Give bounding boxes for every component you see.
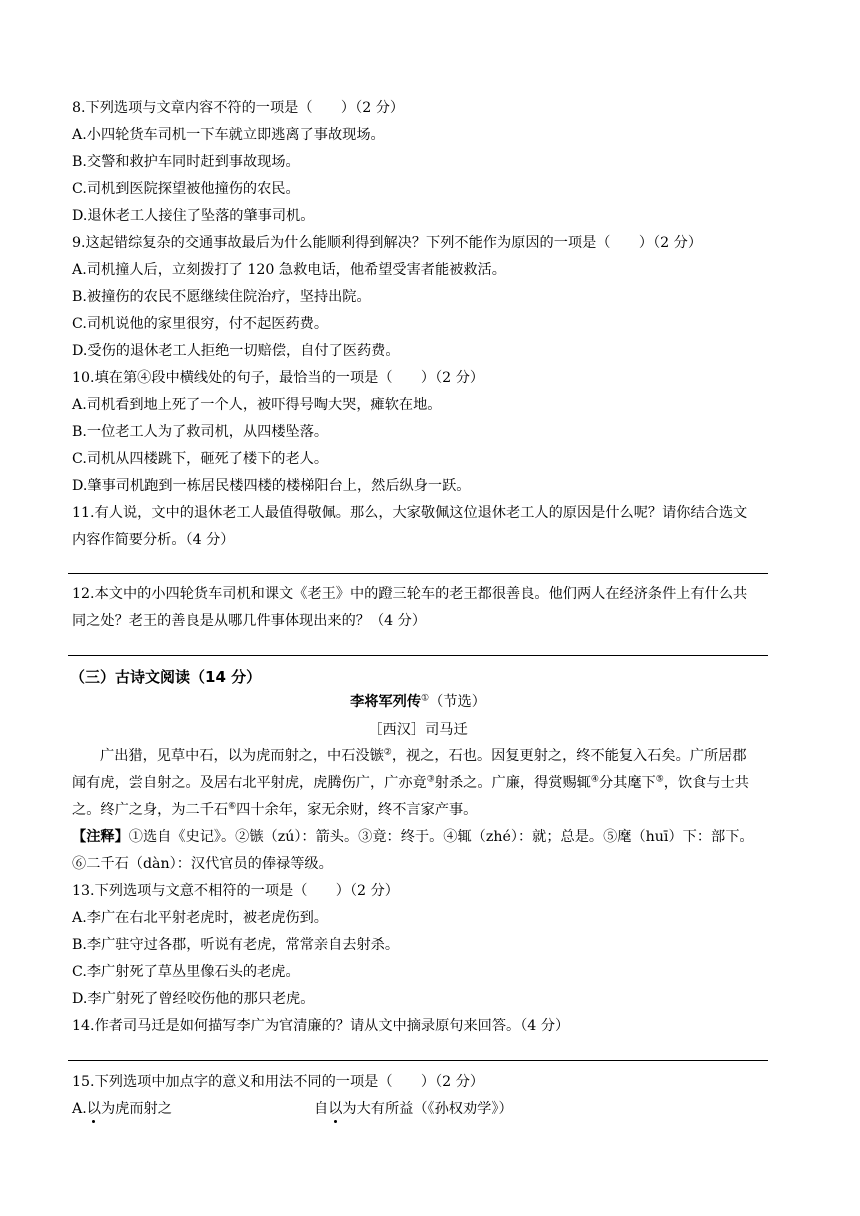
q9-stem: 9.这起错综复杂的交通事故最后为什么能顺利得到解决？下列不能作为原因的一项是（ ）（2 分）	[72, 235, 703, 251]
q8-option-c: C.司机到医院探望被他撞伤的农民。	[72, 181, 300, 197]
passage-text: ，视之，石也。因复更射之，终不能复入石矣。广所居郡	[391, 748, 747, 764]
q15-option-a-right	[314, 1099, 513, 1119]
passage-line-3	[72, 800, 477, 820]
q9-option-b: B.被撞伤的农民不愿继续住院治疗，坚持出院。	[72, 289, 371, 305]
passage-text: 射杀之。广廉，得赏赐辄	[434, 775, 591, 791]
q13-stem: 13.下列选项与文意不相符的一项是（ ）（2 分）	[72, 883, 399, 899]
passage-title-line	[68, 692, 768, 712]
passage-text: 之。终广之身，为二千石	[72, 802, 229, 818]
passage-author: ［西汉］司马迁	[368, 722, 468, 738]
q10-option-b: B.一位老工人为了救司机，从四楼坠落。	[72, 424, 329, 440]
note-ref: ④	[590, 774, 599, 785]
option-text: 为虎而射之	[100, 1101, 172, 1117]
q8-option-a: A.小四轮货车司机一下车就立即逃离了事故现场。	[72, 127, 385, 143]
section-heading: （三）古诗文阅读（14 分）	[70, 668, 262, 686]
passage-text: 四十余年，家无余财，终不言家产事。	[236, 802, 478, 818]
note-ref: ③	[426, 774, 435, 785]
q11-stem-line2: 内容作简要分析。（4 分）	[72, 532, 235, 548]
q12-answer-line[interactable]	[68, 655, 768, 656]
q13-option-d: D.李广射死了曾经咬伤他的那只老虎。	[72, 991, 315, 1007]
note-ref: ⑤	[655, 774, 664, 785]
passage-title: 李将军列传	[350, 694, 422, 710]
passage-text: ，饮食与士共	[663, 775, 749, 791]
q10-option-d: D.肇事司机跑到一栋居民楼四楼的楼梯阳台上，然后纵身一跃。	[72, 478, 471, 494]
passage-line-1	[100, 746, 747, 766]
option-label: A.	[72, 1101, 87, 1117]
q14-stem: 14.作者司马迁是如何描写李广为官清廉的？请从文中摘录原句来回答。（4 分）	[72, 1018, 570, 1034]
dotted-char: 以	[86, 1101, 101, 1117]
note-ref: ⑥	[228, 801, 237, 812]
q13-option-b: B.李广驻守过各郡，听说有老虎，常常亲自去射杀。	[72, 937, 400, 953]
option-text: 自	[314, 1101, 329, 1117]
option-text: 为大有所益（《孙权劝学》）	[342, 1101, 513, 1117]
q9-option-c: C.司机说他的家里很穷，付不起医药费。	[72, 316, 329, 332]
q9-option-d: D.受伤的退休老工人拒绝一切赔偿，自付了医药费。	[72, 343, 400, 359]
passage-title-note: ①	[421, 693, 430, 704]
notes-line-1	[72, 827, 754, 847]
q15-option-a-left	[72, 1099, 172, 1119]
q8-option-d: D.退休老工人接住了坠落的肇事司机。	[72, 208, 315, 224]
q10-stem: 10.填在第④段中横线处的句子，最恰当的一项是（ ）（2 分）	[72, 370, 485, 386]
dotted-char: 以	[328, 1101, 343, 1117]
notes-line-2: ⑥二千石（dàn）：汉代官员的俸禄等级。	[72, 856, 333, 872]
note-ref: ②	[383, 747, 392, 758]
passage-text: 闻有虎，尝自射之。及居右北平射虎，虎腾伤广，广亦竟	[72, 775, 427, 791]
q13-option-c: C.李广射死了草丛里像石头的老虎。	[72, 964, 300, 980]
q8-option-b: B.交警和救护车同时赶到事故现场。	[72, 154, 300, 170]
passage-text: 分其麾下	[598, 775, 656, 791]
passage-title-suffix: （节选）	[429, 694, 486, 710]
q11-stem-line1: 11.有人说，文中的退休老工人最值得敬佩。那么，大家敬佩这位退休老工人的原因是什么呢？请你结合选文	[72, 505, 748, 521]
notes-text: ①选自《史记》。②镞（zú）：箭头。③竟：终于。④辄（zhé）：就；总是。⑤麾（huī）下：部下。	[128, 829, 754, 845]
q15-stem: 15.下列选项中加点字的意义和用法不同的一项是（ ）（2 分）	[72, 1074, 485, 1090]
q8-stem: 8.下列选项与文章内容不符的一项是（ ）（2 分）	[72, 100, 405, 116]
passage-text: 广出猎，见草中石，以为虎而射之，中石没镞	[100, 748, 384, 764]
q9-option-a: A.司机撞人后，立刻拨打了 120 急救电话，他希望受害者能被救活。	[72, 262, 506, 278]
q12-stem-line2: 同之处？老王的善良是从哪几件事体现出来的？（4 分）	[72, 613, 427, 629]
q10-option-c: C.司机从四楼跳下，砸死了楼下的老人。	[72, 451, 329, 467]
q14-answer-line[interactable]	[68, 1060, 768, 1061]
q10-option-a: A.司机看到地上死了一个人，被吓得号啕大哭，瘫软在地。	[72, 397, 442, 413]
passage-line-2	[72, 773, 749, 793]
q12-stem-line1: 12.本文中的小四轮货车司机和课文《老王》中的蹬三轮车的老王都很善良。他们两人在经济条件上有什么共	[72, 586, 748, 602]
q13-option-a: A.李广在右北平射老虎时，被老虎伤到。	[72, 910, 328, 926]
q11-answer-line[interactable]	[68, 573, 768, 574]
notes-label: 【注释】	[72, 829, 129, 845]
